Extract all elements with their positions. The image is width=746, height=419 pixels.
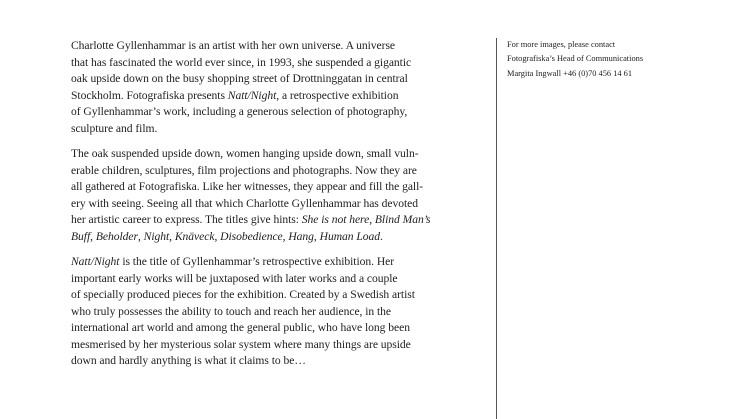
- text-segment: ,: [214, 229, 221, 243]
- contact-info: [507, 38, 737, 81]
- text-line: Charlotte Gyllenhammar is an artist with her own universe. A universe: [71, 39, 395, 52]
- work-title: Beholder: [95, 229, 138, 243]
- work-title: Night: [143, 229, 170, 243]
- paragraph-exhibition: [71, 254, 491, 370]
- text-line: all gathered at Fotografiska. Like her witnesses, they appear and fill the gall-: [71, 180, 424, 193]
- text-segment: is the title of Gyllenhammar’s retrospective exhibition. Her: [119, 255, 395, 268]
- text-segment: ,: [369, 213, 375, 226]
- exhibition-title: Natt/Night: [227, 88, 277, 102]
- text-line: important early works will be juxtaposed with later works and a couple: [71, 271, 398, 285]
- contact-line: Fotografiska’s Head of Communications: [507, 54, 644, 64]
- work-title: Blind Man’s: [374, 213, 431, 226]
- work-title: Buff: [71, 229, 91, 243]
- article-body: [71, 38, 491, 379]
- text-segment: ,: [282, 229, 289, 243]
- text-line: [71, 229, 491, 246]
- text-segment: , a retrospective exhibition: [276, 88, 399, 102]
- column-divider: [496, 38, 497, 419]
- work-title: Hang: [288, 229, 314, 243]
- work-title: She is not here: [301, 213, 370, 226]
- work-title: Human Load: [319, 229, 380, 243]
- text-segment: ,: [90, 229, 96, 243]
- paragraph-intro: [71, 38, 491, 137]
- text-line: down and hardly anything is what it claims to be…: [71, 354, 306, 367]
- text-line: international art world and among the general public, who have long been: [71, 321, 410, 334]
- text-line: [71, 212, 491, 229]
- text-line: mesmerised by her mysterious solar system where many things are upside: [71, 337, 411, 351]
- text-line: who truly possesses the ability to touch and reach her audience, in the: [71, 304, 392, 318]
- text-segment: ,: [169, 229, 175, 243]
- text-segment: Stockholm. Fotografiska presents: [71, 88, 228, 102]
- text-line: that has fascinated the world ever since, in 1993, she suspended a gigantic: [71, 55, 412, 69]
- paragraph-works: [71, 146, 491, 245]
- contact-line: For more images, please contact: [507, 40, 616, 49]
- text-line: of Gyllenhammar’s work, including a generous selection of photography,: [71, 105, 408, 118]
- text-segment: ,: [313, 229, 320, 243]
- text-line: [71, 88, 491, 105]
- work-title: Disobedience: [220, 229, 283, 243]
- text-line: oak upside down on the busy shopping street of Drottninggatan in central: [71, 72, 408, 85]
- text-line: The oak suspended upside down, women hanging upside down, small vuln-: [71, 147, 419, 160]
- text-segment: ,: [137, 229, 144, 243]
- work-title: Knäveck: [174, 229, 215, 243]
- text-line: [71, 254, 491, 271]
- contact-phone: Margita Ingwall +46 (0)70 456 14 61: [507, 68, 633, 78]
- text-segment: .: [380, 229, 383, 243]
- text-line: ery with seeing. Seeing all that which Charlotte Gyllenhammar has devoted: [71, 196, 418, 210]
- text-line: of specially produced pieces for the exhibition. Created by a Swedish artist: [71, 288, 415, 301]
- text-segment: her artistic career to express. The titles give hints:: [71, 213, 302, 226]
- exhibition-title: Natt/Night: [71, 255, 120, 268]
- text-line: erable children, sculptures, film projections and photographs. Now they are: [71, 163, 417, 177]
- text-line: sculpture and film.: [71, 121, 158, 135]
